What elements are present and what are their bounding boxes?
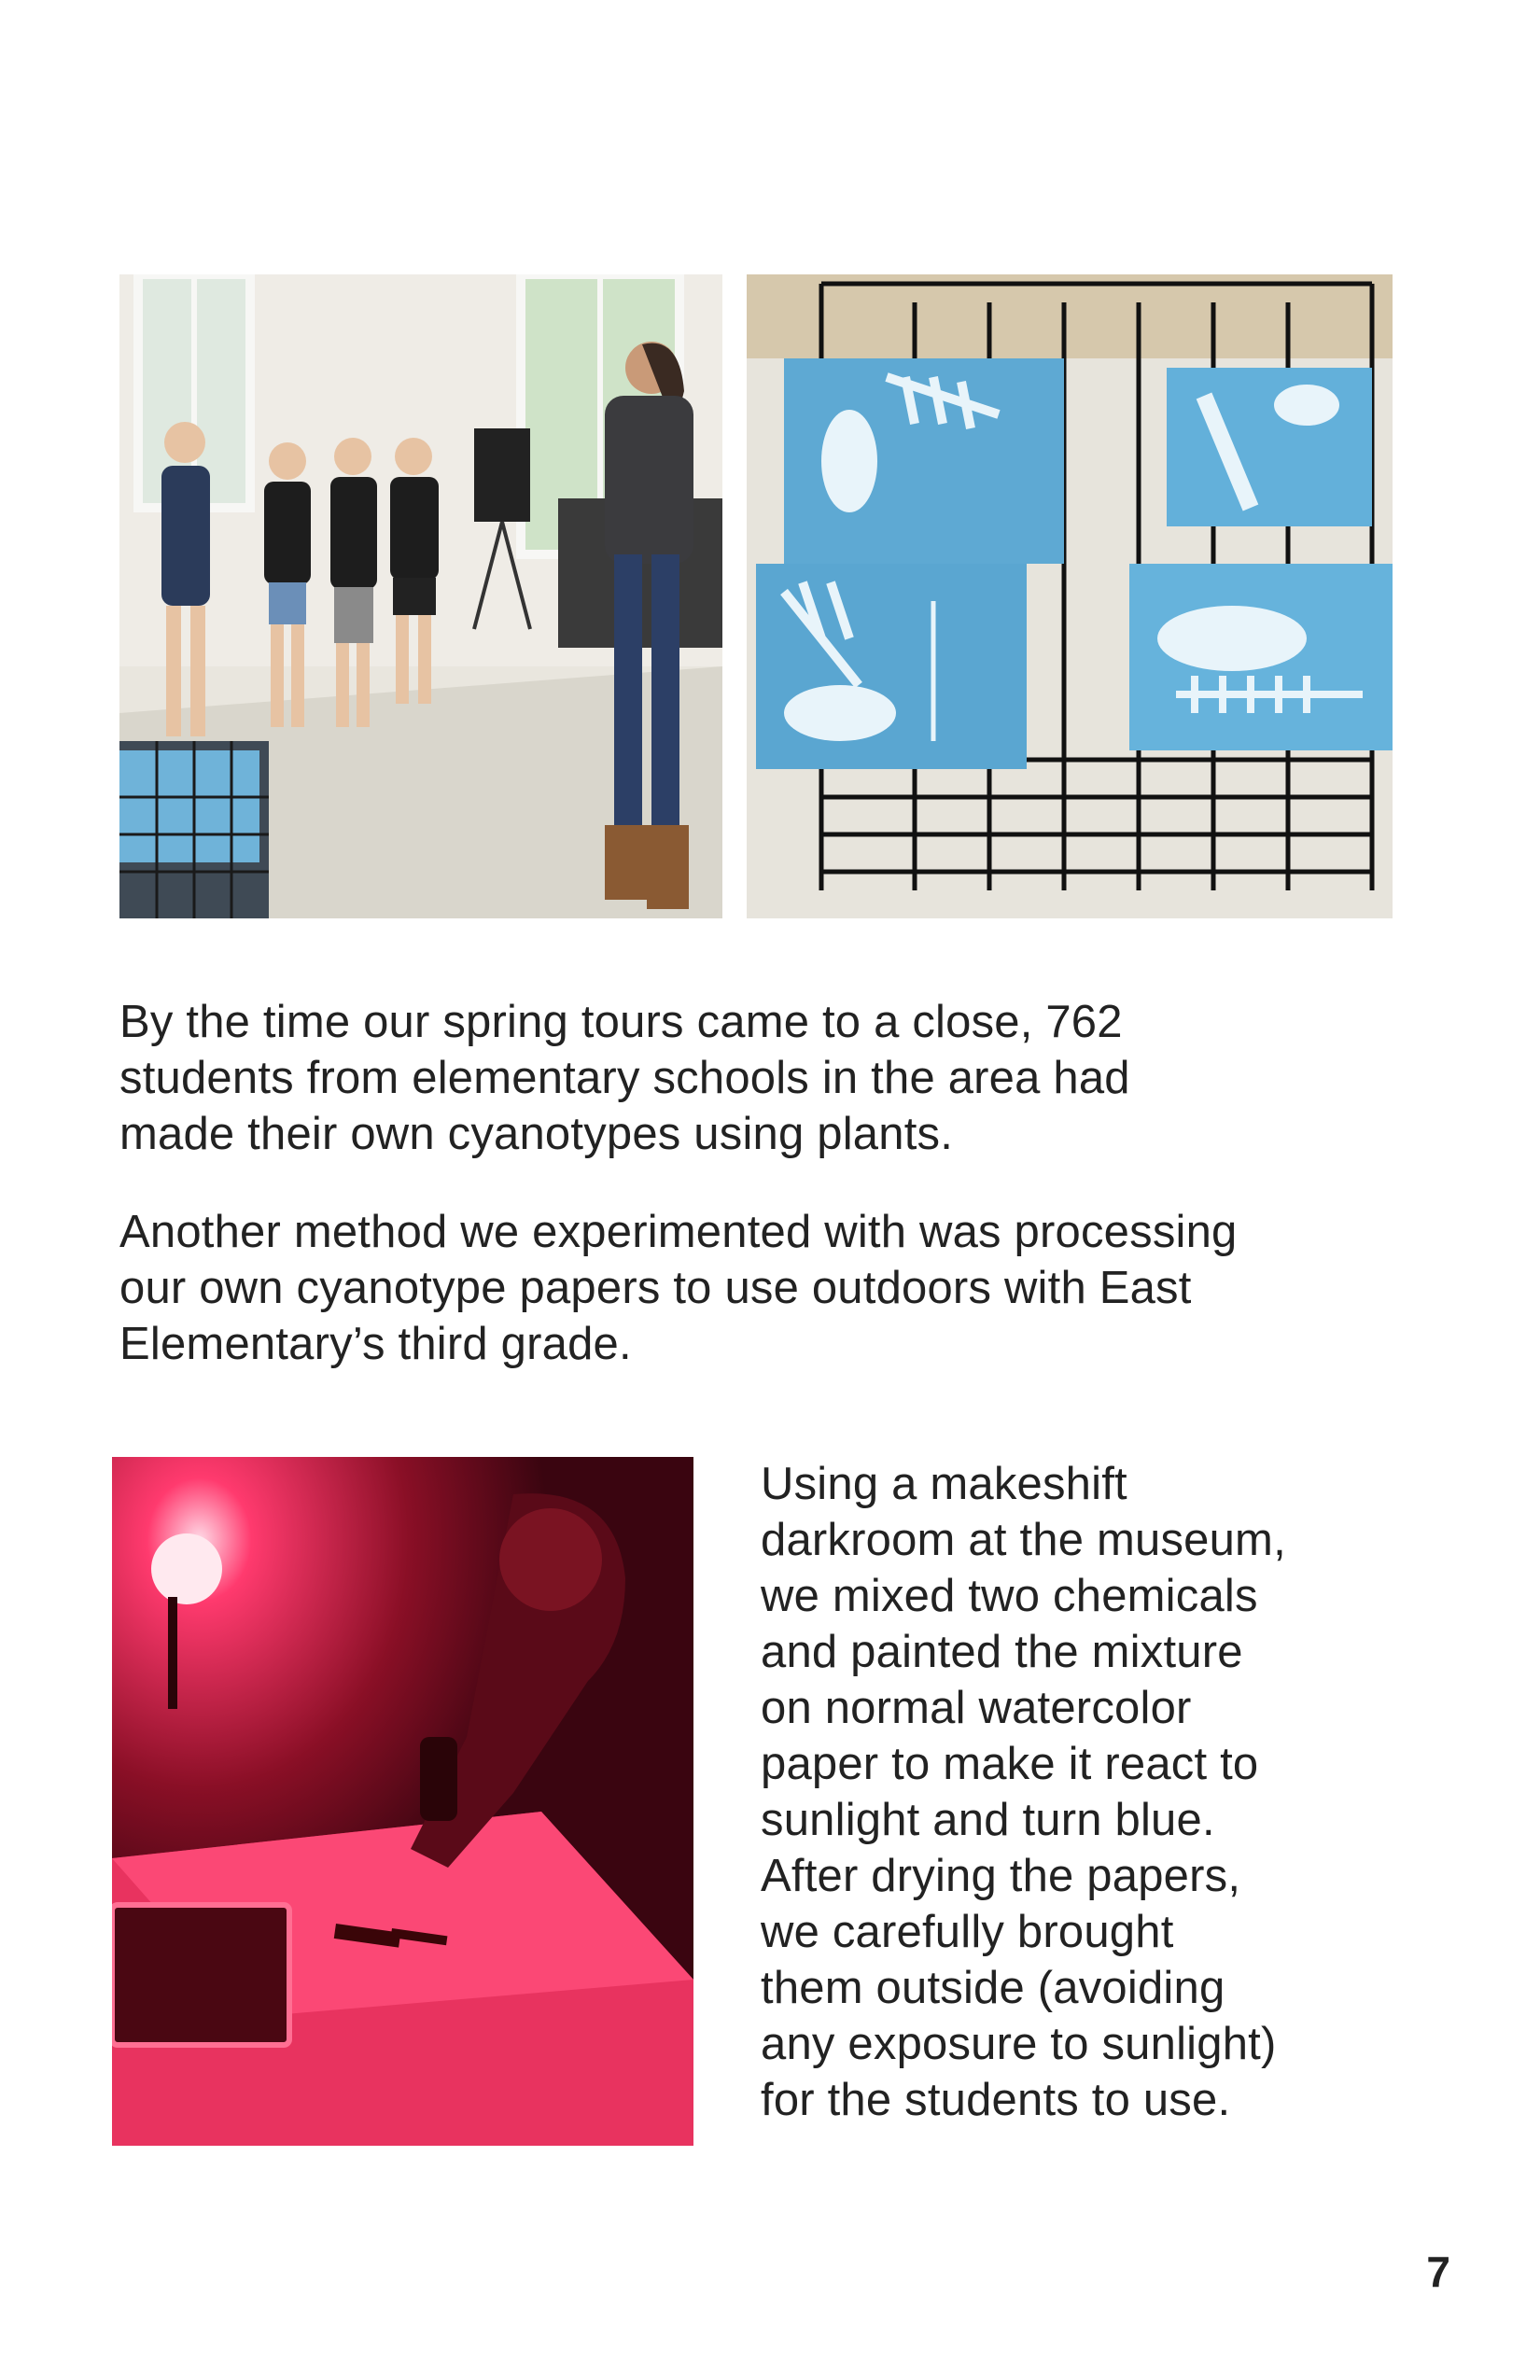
tour-photo-illustration <box>119 274 722 918</box>
text-line: our own cyanotype papers to use outdoors with East <box>119 1263 1192 1313</box>
method-paragraph <box>119 1204 1426 1372</box>
text-line: for the students to use. <box>761 2075 1231 2125</box>
text-line: paper to make it react to <box>761 1739 1259 1789</box>
tour-summary-paragraph <box>119 994 1426 1162</box>
text-line: By the time our spring tours came to a close, 762 <box>119 997 1123 1047</box>
text-line: Using a makeshift <box>761 1459 1127 1509</box>
rack-photo-illustration <box>747 274 1393 918</box>
text-line: sunlight and turn blue. <box>761 1795 1215 1845</box>
page-number: 7 <box>1426 2247 1450 2296</box>
text-line: any exposure to sunlight) <box>761 2019 1277 2069</box>
darkroom-photo <box>112 1457 693 2146</box>
text-line: Elementary’s third grade. <box>119 1319 632 1369</box>
text-line: After drying the papers, <box>761 1851 1241 1901</box>
text-line: we carefully brought <box>761 1907 1174 1957</box>
text-line: them outside (avoiding <box>761 1963 1225 2013</box>
tour-photo <box>119 274 722 918</box>
text-line: on normal watercolor <box>761 1683 1192 1733</box>
text-line: we mixed two chemicals <box>761 1571 1258 1621</box>
text-line: students from elementary schools in the area had <box>119 1053 1130 1103</box>
text-line: made their own cyanotypes using plants. <box>119 1109 954 1159</box>
darkroom-photo-illustration <box>112 1457 693 2146</box>
rack-photo <box>747 274 1393 918</box>
text-line: darkroom at the museum, <box>761 1515 1286 1565</box>
text-line: and painted the mixture <box>761 1627 1243 1677</box>
text-line: Another method we experimented with was processing <box>119 1207 1238 1257</box>
darkroom-paragraph <box>761 1456 1405 2128</box>
